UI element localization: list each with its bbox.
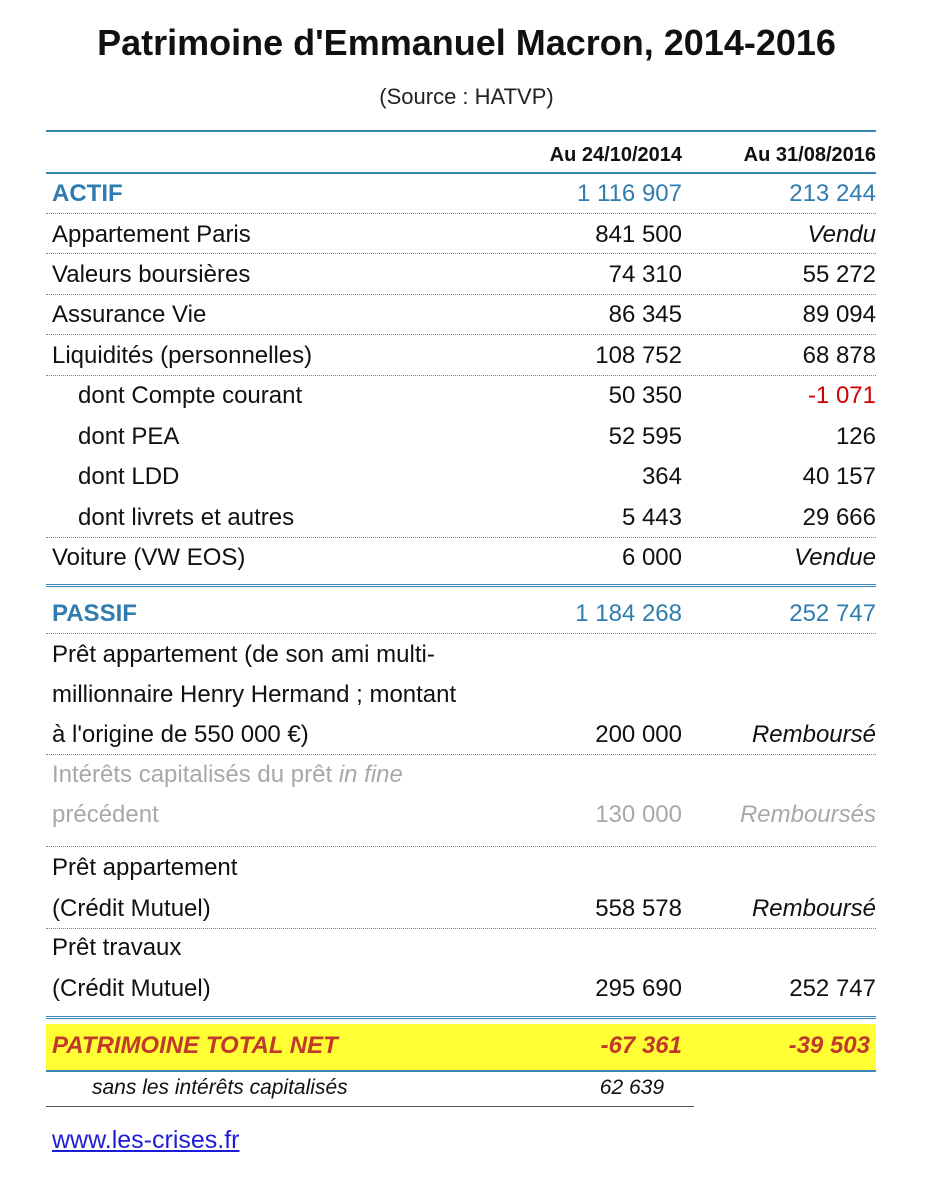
row-label: dont PEA [78, 423, 180, 450]
row-label [52, 761, 403, 789]
row-value-2014: 74 310 [608, 261, 682, 288]
divider [46, 1106, 694, 1107]
divider [46, 213, 876, 214]
row-value-2014: 558 578 [595, 895, 682, 922]
passif-2016: 252 747 [789, 600, 876, 627]
header-2016: Au 31/08/2016 [743, 144, 876, 166]
row-label: Valeurs boursières [52, 261, 251, 288]
total-2014: -67 361 [600, 1032, 682, 1059]
divider [46, 130, 876, 132]
total-2016: -39 503 [788, 1032, 870, 1059]
source-note: (Source : HATVP) [379, 84, 554, 109]
row-value-2014: 200 000 [595, 721, 682, 748]
row-value-2016: -1 071 [807, 382, 876, 409]
row-value-2014: 130 000 [595, 801, 682, 828]
row-label: (Crédit Mutuel) [52, 975, 211, 1002]
row-label: Prêt appartement (de son ami multi- [52, 641, 435, 668]
row-value-2014: 108 752 [595, 342, 682, 369]
row-value-2014: 295 690 [595, 975, 682, 1002]
total-label: PATRIMOINE TOTAL NET [52, 1032, 338, 1059]
row-value-2016: Remboursé [751, 721, 876, 748]
row-label: Prêt travaux [52, 934, 182, 961]
divider [46, 172, 876, 174]
divider [46, 294, 876, 295]
divider [46, 1070, 876, 1072]
divider [46, 633, 876, 634]
row-value-2014: 5 443 [621, 504, 682, 531]
row-label: Liquidités (personnelles) [52, 342, 313, 369]
row-label-part: Intérêts capitalisés du prêt [52, 761, 339, 788]
row-label: dont Compte courant [78, 382, 303, 409]
source-link[interactable]: www.les-crises.fr [52, 1126, 240, 1154]
row-label: Appartement Paris [52, 221, 251, 248]
page-title: Patrimoine d'Emmanuel Macron, 2014-2016 [97, 22, 836, 63]
row-value-2016: 126 [835, 423, 876, 450]
row-label: à l'origine de 550 000 €) [52, 721, 309, 748]
row-value-2014: 50 350 [608, 382, 682, 409]
divider [46, 846, 876, 847]
actif-2014: 1 116 907 [577, 180, 682, 207]
row-label: (Crédit Mutuel) [52, 895, 211, 922]
row-label: dont LDD [78, 463, 180, 490]
passif-label: PASSIF [52, 600, 137, 627]
row-value-2014: 86 345 [608, 301, 682, 328]
row-value-2014: 841 500 [595, 221, 682, 248]
row-value-2016: 40 157 [802, 463, 876, 490]
row-label: Voiture (VW EOS) [52, 544, 246, 571]
row-label: Prêt appartement [52, 854, 238, 881]
divider [46, 253, 876, 254]
row-value-2016: 252 747 [789, 975, 876, 1002]
actif-2016: 213 244 [789, 180, 876, 207]
row-value-2016: 89 094 [802, 301, 876, 328]
row-value-2016: Vendue [794, 544, 876, 571]
divider [46, 928, 876, 929]
divider [46, 537, 876, 538]
row-value-2014: 6 000 [621, 544, 682, 571]
row-label: dont livrets et autres [78, 504, 295, 531]
row-value-2016: 29 666 [802, 504, 876, 531]
row-value-2016: Vendu [807, 221, 876, 248]
row-label: Assurance Vie [52, 301, 207, 328]
actif-label: ACTIF [52, 180, 123, 207]
header-2014: Au 24/10/2014 [549, 144, 682, 166]
row-value-2014: 52 595 [608, 423, 682, 450]
row-label-italic: in fine [338, 761, 403, 788]
divider [46, 1016, 876, 1019]
divider [46, 584, 876, 587]
row-label: millionnaire Henry Hermand ; montant [52, 681, 457, 708]
sans-interets-label: sans les intérêts capitalisés [92, 1076, 348, 1099]
row-value-2016: Remboursé [751, 895, 876, 922]
row-value-2014: 364 [641, 463, 682, 490]
row-value-2016: 68 878 [802, 342, 876, 369]
divider [46, 375, 876, 376]
sans-interets-value: 62 639 [599, 1076, 664, 1099]
row-value-2016: 55 272 [802, 261, 876, 288]
row-label: précédent [52, 801, 159, 828]
passif-2014: 1 184 268 [575, 600, 682, 627]
row-value-2016: Remboursés [739, 801, 876, 828]
divider [46, 754, 876, 755]
divider [46, 334, 876, 335]
